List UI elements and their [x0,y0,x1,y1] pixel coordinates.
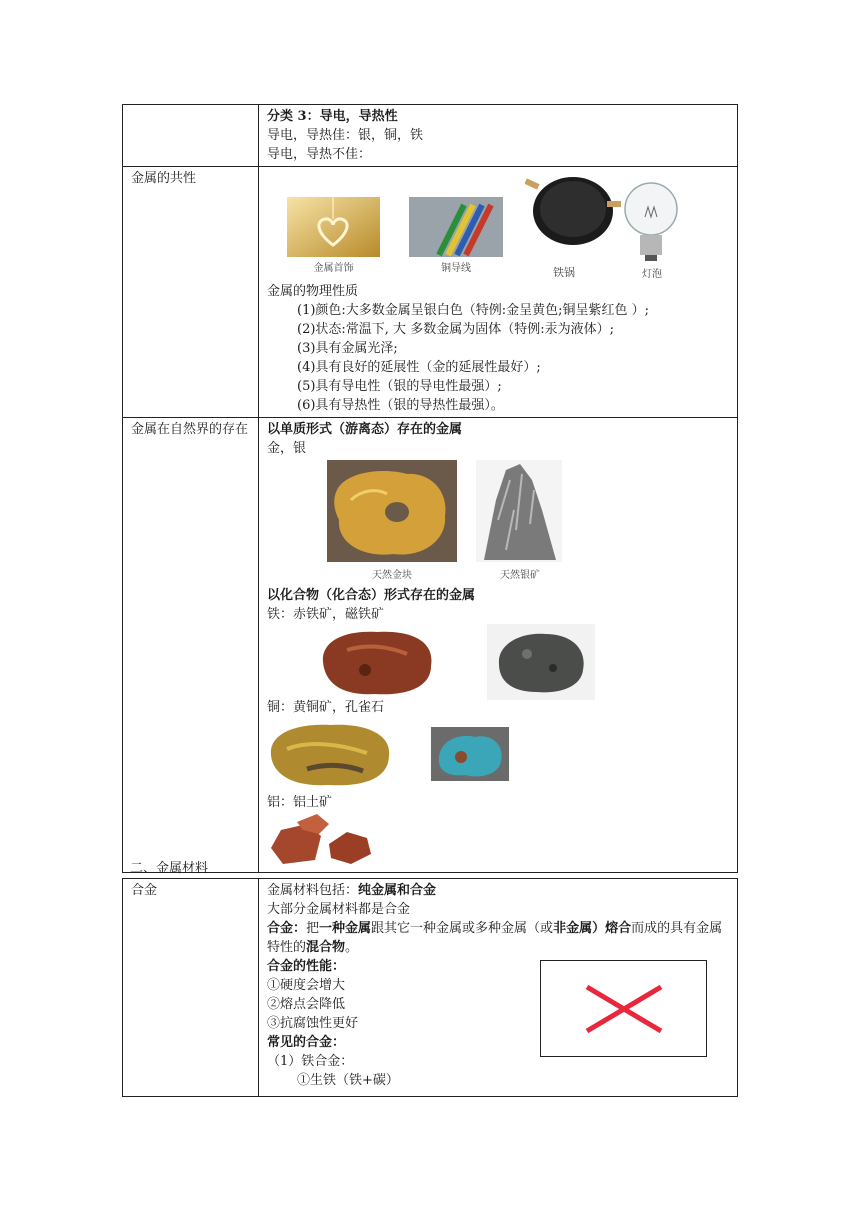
table-row [123,105,738,167]
text-line: 大部分金属材料都是合金 [267,902,411,917]
iron-ore-images [267,624,729,698]
text-span: 而成的具有金属特性的 [267,921,723,955]
common-alloys-title: 常见的合金： [267,1035,346,1050]
image-caption: 天然银矿 [500,570,540,581]
text-line: 金，银 [267,441,307,456]
text-line [267,881,729,900]
list-item: ①生铁（铁+碳） [297,1073,399,1088]
text-span-bold: 纯金属和合金 [358,883,437,898]
compound-state-heading: 以化合物（化合态）形式存在的金属 [267,588,476,603]
iron-ores-line: 铁：赤铁矿，磁铁矿 [267,607,385,622]
image-caption: 铁锅 [553,266,575,279]
text-span-bold: 混合物 [306,940,346,955]
native-metal-images [267,458,729,586]
bauxite-images [267,812,729,870]
gold-nugget-image [327,460,457,562]
list-item: (2)状态:常温下, 大 多数金属为固体（特例:汞为液体）; [297,322,614,337]
list-item: （1）铁合金： [267,1054,354,1069]
image-strip [267,169,729,282]
text-line: 导电，导热佳：银，铜，铁 [267,128,424,143]
cross-mark-icon [541,961,706,1056]
image-caption: 铜导线 [441,263,471,274]
text-span: 金属材料包括： [267,883,359,898]
image-caption: 灯泡 [642,269,662,280]
alloy-definition [267,919,729,957]
list-item: (6)具有导热性（银的导热性最强）。 [297,398,504,413]
list-item: (1)颜色:大多数金属呈银白色（特例:金呈黄色;铜呈紫红色 ）; [297,303,650,318]
light-bulb-image [621,177,681,263]
text-span-bold: 一种金属 [319,921,372,936]
magnetite-image [487,624,595,700]
list-item: ③抗腐蚀性更好 [267,1016,359,1031]
row-content [259,418,738,873]
free-state-heading: 以单质形式（游离态）存在的金属 [267,422,463,437]
hematite-image [317,626,437,698]
section-title: 二、金属材料 [130,861,209,876]
jewelry-image [287,197,380,257]
chalcopyrite-image [267,719,393,789]
row-content [259,105,738,167]
image-caption: 金属首饰 [313,263,354,274]
bauxite-image [267,814,375,868]
list-item: (5)具有导电性（银的导电性最强）; [297,379,502,394]
text-span-bold: 非金属）熔合 [553,921,632,936]
metal-properties-table [122,104,738,873]
silver-ore-image [476,460,562,562]
row-label: 金属的共性 [123,167,259,418]
text-span: 把 [306,921,320,936]
copper-ore-images [267,717,729,793]
row-label: 金属在自然界的存在 [123,418,259,873]
conductivity-heading: 分类 3：导电，导热性 [267,109,398,124]
row-label: 合金 [123,879,259,1097]
list-item: (4)具有良好的延展性（金的延展性最好）; [297,360,541,375]
aluminum-ore-line: 铝：铝土矿 [267,795,333,810]
text-span: 跟其它一种金属或多种金属（或 [371,921,554,936]
row-content [259,167,738,418]
table-row [123,418,738,873]
row-label-empty [123,105,259,167]
image-caption: 天然金块 [372,570,412,581]
text-span-bold: 合金： [267,921,307,936]
image-placeholder-box [540,960,707,1057]
list-item: ①硬度会增大 [267,978,346,993]
table-row [123,167,738,418]
text-span: 。 [345,940,359,955]
list-item: (3)具有金属光泽; [297,341,398,356]
iron-pan-image [525,171,621,261]
list-item: ②熔点会降低 [267,997,346,1012]
copper-wire-image [409,197,503,257]
malachite-image [431,727,509,781]
copper-ores-line: 铜：黄铜矿，孔雀石 [267,700,385,715]
physical-properties-intro: 金属的物理性质 [267,284,359,299]
text-line: 导电，导热不佳： [267,147,372,162]
alloy-properties-title: 合金的性能： [267,959,346,974]
